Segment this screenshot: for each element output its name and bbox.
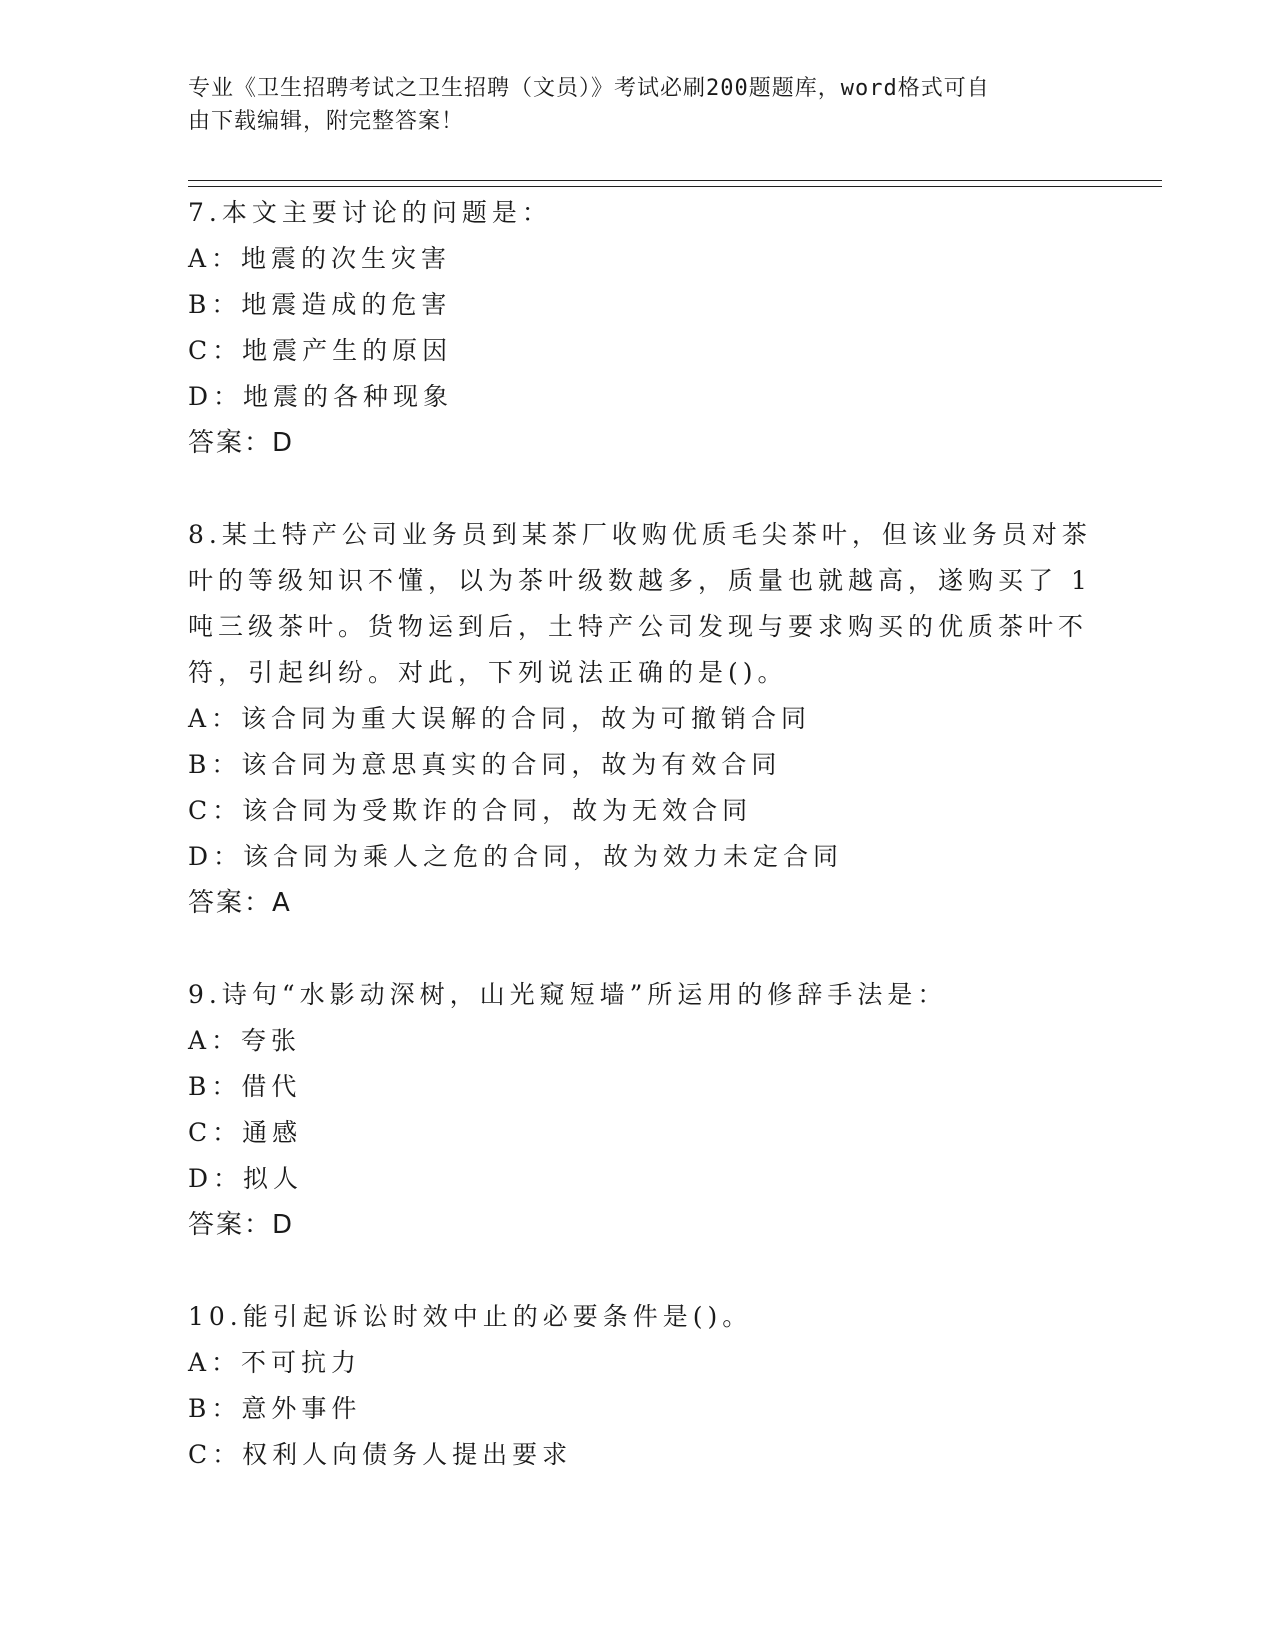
option-b: B：该合同为意思真实的合同，故为有效合同 xyxy=(188,750,782,779)
stem-line: 符，引起纠纷。对此，下列说法正确的是()。 xyxy=(188,658,788,687)
question-stem xyxy=(188,972,1088,1018)
stem-line: 10.能引起诉讼时效中止的必要条件是()。 xyxy=(188,1302,753,1331)
header-line-1: 专业《卫生招聘考试之卫生招聘（文员）》考试必刷200题题库，word格式可自 xyxy=(188,76,990,101)
option-c: C：权利人向债务人提出要求 xyxy=(188,1440,573,1469)
question-stem xyxy=(188,1294,1088,1340)
option-b: B：借代 xyxy=(188,1072,302,1101)
question-8 xyxy=(188,512,1092,926)
stem-line: 吨三级茶叶。货物运到后，土特产公司发现与要求购买的优质茶叶不 xyxy=(188,612,1089,641)
stem-line: 叶的等级知识不懂，以为茶叶级数越多，质量也就越高，遂购买了 1 xyxy=(188,566,1092,595)
option-a: A：夸张 xyxy=(188,1026,302,1055)
option-c: C：该合同为受欺诈的合同，故为无效合同 xyxy=(188,796,753,825)
question-9 xyxy=(188,972,1088,1248)
option-a: A：该合同为重大误解的合同，故为可撤销合同 xyxy=(188,704,812,733)
option-d: D：拟人 xyxy=(188,1164,304,1193)
option-b: B：地震造成的危害 xyxy=(188,290,452,319)
answer-label: 答案：D xyxy=(188,1210,295,1240)
header-divider-top xyxy=(188,180,1162,181)
document-header xyxy=(188,72,1088,138)
question-stem xyxy=(188,512,1092,696)
answer-label: 答案：A xyxy=(188,888,292,918)
stem-line: 9.诗句“水影动深树，山光窥短墙”所运用的修辞手法是： xyxy=(188,980,948,1009)
stem-line: 8.某土特产公司业务员到某茶厂收购优质毛尖茶叶，但该业务员对茶 xyxy=(188,520,1092,549)
option-d: D：该合同为乘人之危的合同，故为效力未定合同 xyxy=(188,842,844,871)
option-a: A：不可抗力 xyxy=(188,1348,362,1377)
option-c: C：通感 xyxy=(188,1118,303,1147)
header-line-2: 由下载编辑，附完整答案！ xyxy=(188,109,465,134)
option-c: C：地震产生的原因 xyxy=(188,336,453,365)
question-7 xyxy=(188,190,1088,466)
header-divider-bottom xyxy=(188,186,1162,187)
question-10 xyxy=(188,1294,1088,1478)
question-stem xyxy=(188,190,1088,236)
stem-line: 7.本文主要讨论的问题是： xyxy=(188,198,552,227)
option-d: D：地震的各种现象 xyxy=(188,382,454,411)
answer-label: 答案：D xyxy=(188,428,295,458)
option-b: B：意外事件 xyxy=(188,1394,362,1423)
question-list xyxy=(188,190,1092,1524)
option-a: A：地震的次生灾害 xyxy=(188,244,452,273)
